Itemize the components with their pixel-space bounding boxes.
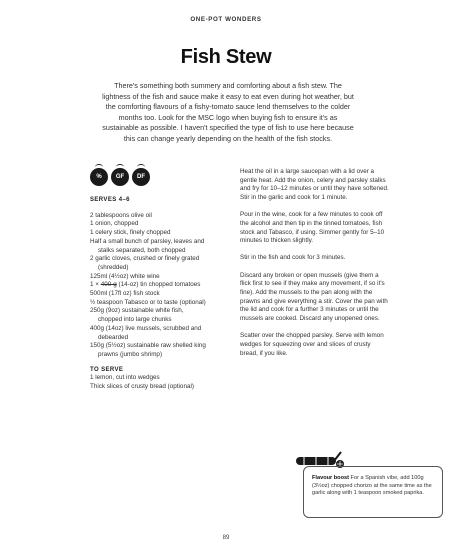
ingredient-item: 400g (14oz) live mussels, scrubbed and <box>90 324 202 332</box>
ingredient-item: 2 garlic cloves, crushed or finely grated <box>90 255 200 263</box>
recipe-intro: There's something both summery and comforting about a fish stew. The lightness of the fish and sauce make it easy to eat even during hot weather, but the comforting flavours of a fishy-tomato sauce lend themselves to the colder months too. Look for the MSC logo when buying fish to ensure it's as sustainable as possible. I haven't specified the type of fish to use here because this can change yearly depending on the health of the fish stocks. <box>102 81 354 143</box>
tip-text: For a Spanish vibe, add 100g (3½oz) chopped chorizo at the same time as the garlic along with 1 teaspoon smoked paprika. <box>312 475 432 497</box>
ingredient-item: prawns (jumbo shrimp) <box>98 350 163 358</box>
ingredient-item: 125ml (4½oz) white wine <box>90 272 160 280</box>
ingredient-item-part: 1 × <box>90 281 101 289</box>
method-step: Heat the oil in a large saucepan with a lid over a gentle heat. Add the onion, celery and parsley stalks and fry for 10–12 minutes or until they have softened. Stir in the garlic and cook for 1 minute. <box>240 168 389 202</box>
flavour-boost-tip <box>303 466 443 518</box>
recipe-title: Fish Stew <box>180 46 272 68</box>
method-column <box>240 168 390 367</box>
ingredient-item: chopped into large chunks <box>98 316 172 324</box>
dairy-free-badge-icon: DF <box>132 168 150 186</box>
method-step: Scatter over the chopped parsley. Serve with lemon wedges for squeezing over and slices of crusty bread, if you like. <box>240 332 384 357</box>
serve-item: 1 lemon, cut into wedges <box>90 374 160 382</box>
gluten-free-badge-icon: GF <box>111 168 129 186</box>
to-serve-heading: TO SERVE <box>90 366 124 373</box>
method-step: Pour in the wine, cook for a few minutes to cook off the alcohol and then tip in the tinned tomatoes, fish stock and Tabasco, if using. Simmer gently for 5–10 minutes to thicken slightly. <box>240 211 385 245</box>
ingredient-item: 1 celery stick, finely chopped <box>90 229 171 237</box>
dietary-badges <box>90 168 150 188</box>
ingredient-item: 150g (5½oz) sustainable raw shelled king <box>90 342 206 350</box>
serves-label: SERVES 4–6 <box>90 197 130 203</box>
method-step: Stir in the fish and cook for 3 minutes. <box>240 254 346 262</box>
ingredients-column <box>90 196 228 392</box>
tip-label: Flavour boost <box>312 475 349 481</box>
struck-ingredient-text: 400-g <box>100 281 117 289</box>
ingredient-item: ½ teaspoon Tabasco or to taste (optional) <box>90 298 206 306</box>
serve-item: Thick slices of crusty bread (optional) <box>90 383 194 391</box>
ingredient-item-part: (14-oz) tin chopped tomatoes <box>116 281 201 289</box>
ingredient-item: 1 onion, chopped <box>90 220 139 228</box>
section-header: ONE-POT WONDERS <box>190 16 262 23</box>
method-step: Discard any broken or open mussels (give them a flick first to see if they make any movement, if so it's fine). Add the mussels to the pan along with the prawns and give everything a stir. Cover the pan with the lid and cook for a further 3 minutes or until the mussels are cooked. Discard any unopened ones. <box>240 271 388 323</box>
ingredient-item: 500ml (17fl oz) fish stock <box>90 290 160 298</box>
ingredient-item: debearded <box>98 333 129 341</box>
ingredient-item: 250g (9oz) sustainable white fish, <box>90 307 184 315</box>
ingredient-item: stalks separated, both chopped <box>98 246 186 254</box>
ingredient-item: Half a small bunch of parsley, leaves and <box>90 237 205 245</box>
page-number: 89 <box>222 535 230 541</box>
ingredient-item: 2 tablespoons olive oil <box>90 211 152 219</box>
percent-badge-icon: % <box>90 168 108 186</box>
ingredient-item <box>90 281 228 290</box>
ingredient-item: (shredded) <box>98 263 129 271</box>
